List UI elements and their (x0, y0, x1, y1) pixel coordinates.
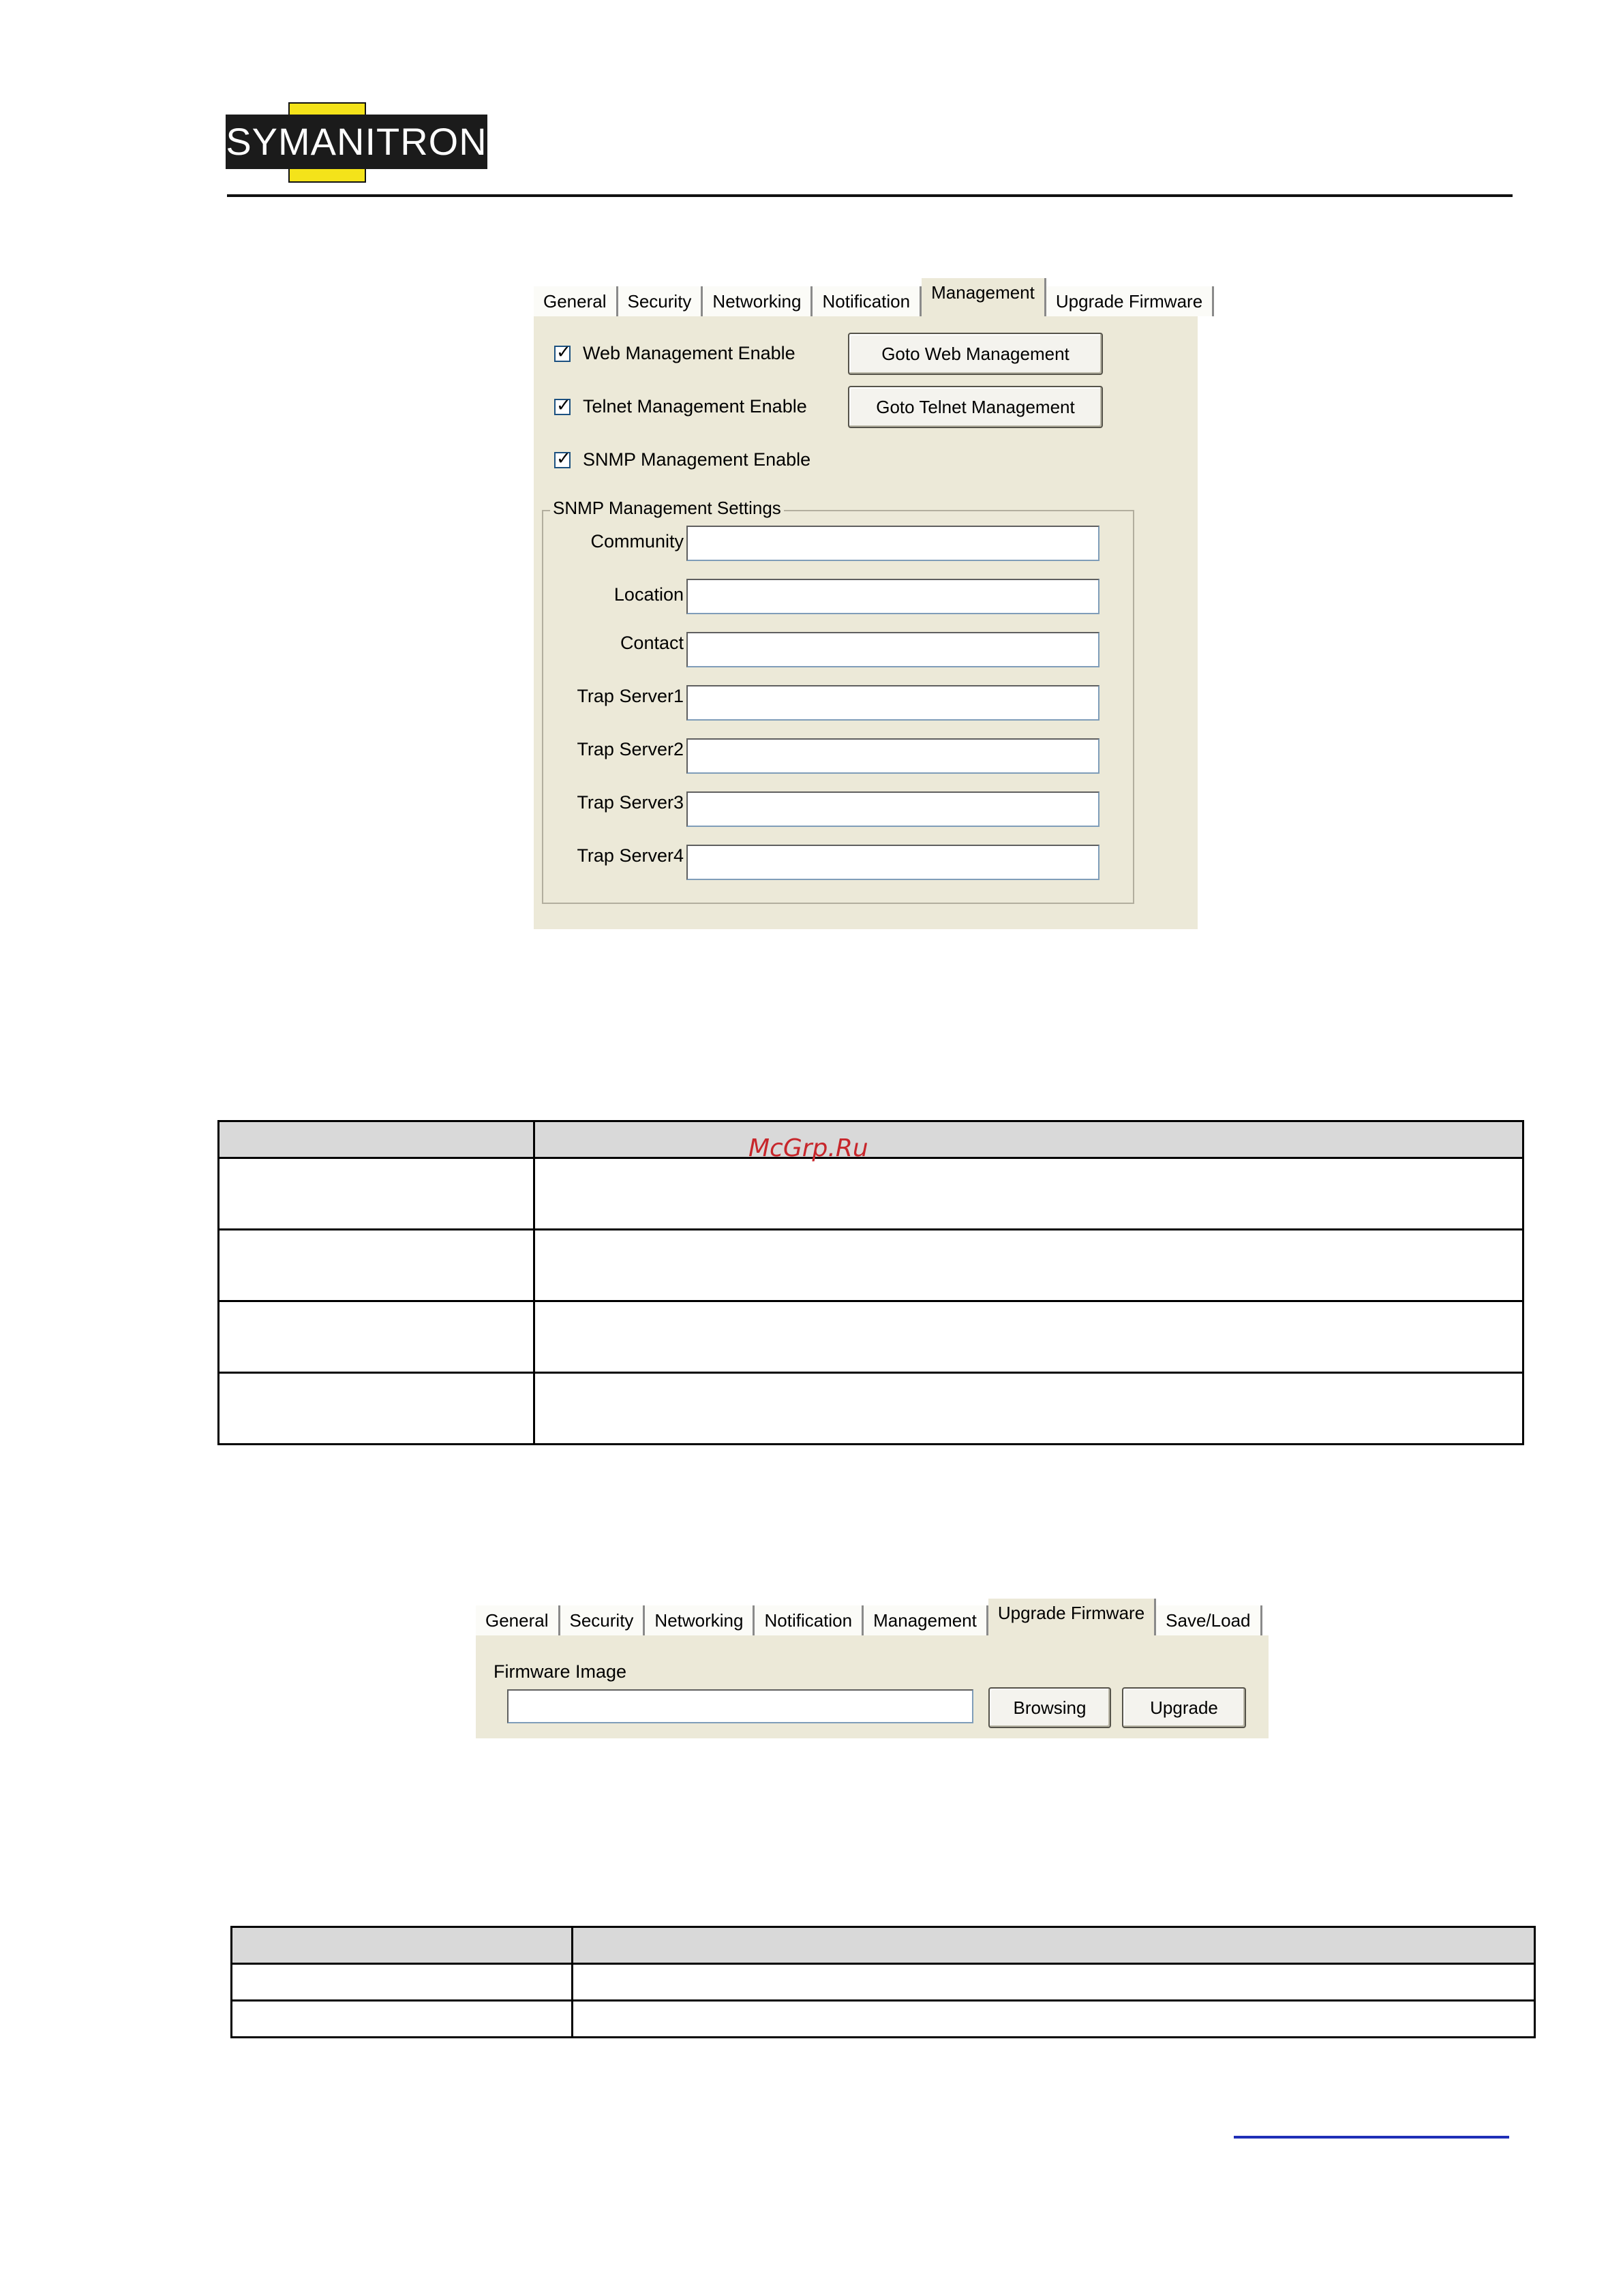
tab-notification[interactable]: Notification (813, 286, 922, 316)
upgrade-firmware-table (230, 1926, 1536, 2038)
upgrade-firmware-dialog (476, 1599, 1269, 1738)
trap-server1-input[interactable] (686, 685, 1099, 721)
trap-server4-label: Trap Server4 (577, 845, 684, 866)
table-cell (219, 1230, 534, 1301)
checkbox-box[interactable] (554, 394, 571, 415)
table-cell (534, 1373, 1523, 1445)
header-rule (227, 194, 1513, 197)
table-header-cell (219, 1121, 534, 1158)
goto-web-management-button[interactable]: Goto Web Management (848, 333, 1103, 375)
tab-general[interactable]: General (476, 1605, 560, 1635)
table-cell (232, 1964, 573, 2001)
trap-server2-label: Trap Server2 (577, 739, 684, 759)
upgrade-tab-strip (476, 1599, 1269, 1635)
tab-security[interactable]: Security (560, 1605, 646, 1635)
symanitron-logo (226, 102, 487, 183)
tab-upgrade-firmware[interactable]: Upgrade Firmware (1046, 286, 1214, 316)
table-header-cell (573, 1927, 1535, 1964)
firmware-image-label: Firmware Image (494, 1661, 627, 1682)
tab-networking[interactable]: Networking (645, 1605, 755, 1635)
firmware-image-input[interactable] (507, 1689, 973, 1723)
checkbox-box[interactable] (554, 447, 571, 468)
upgrade-button[interactable]: Upgrade (1122, 1687, 1246, 1728)
tab-management[interactable]: Management (864, 1605, 988, 1635)
trap-server3-input[interactable] (686, 791, 1099, 827)
community-input[interactable] (686, 526, 1099, 561)
trap-server1-label: Trap Server1 (577, 686, 684, 706)
contact-label: Contact (620, 633, 684, 653)
check-mark-icon: ✓ (556, 394, 571, 415)
management-tab-strip (534, 278, 1203, 316)
location-input[interactable] (686, 579, 1099, 614)
table-cell (219, 1301, 534, 1373)
trap-server2-input[interactable] (686, 738, 1099, 774)
tab-networking[interactable]: Networking (703, 286, 813, 316)
table-row (232, 2001, 1535, 2038)
check-mark-icon: ✓ (556, 341, 571, 362)
watermark: McGrp.Ru (748, 1134, 868, 1162)
snmp-settings-title: SNMP Management Settings (550, 498, 784, 519)
table-header-cell (232, 1927, 573, 1964)
telnet-management-checkbox[interactable] (554, 396, 807, 417)
table-header-row (219, 1121, 1523, 1158)
tab-notification[interactable]: Notification (755, 1605, 864, 1635)
check-mark-icon: ✓ (556, 447, 571, 468)
snmp-management-checkbox[interactable] (554, 449, 810, 470)
table-cell (534, 1230, 1523, 1301)
checkbox-label: Web Management Enable (583, 343, 795, 363)
table-header-cell (534, 1121, 1523, 1158)
web-management-checkbox[interactable] (554, 343, 795, 364)
checkbox-label: Telnet Management Enable (583, 396, 807, 417)
trap-server4-input[interactable] (686, 845, 1099, 880)
table-row (219, 1301, 1523, 1373)
tab-general[interactable]: General (534, 286, 618, 316)
table-row (219, 1373, 1523, 1445)
table-cell (534, 1158, 1523, 1230)
checkbox-box[interactable] (554, 341, 571, 362)
table-cell (534, 1301, 1523, 1373)
browsing-button[interactable]: Browsing (988, 1687, 1111, 1728)
logo-text: SYMANITRON (226, 120, 487, 163)
table-row (232, 1964, 1535, 2001)
trap-server3-label: Trap Server3 (577, 792, 684, 813)
table-cell (219, 1158, 534, 1230)
location-label: Location (613, 584, 684, 605)
table-cell (573, 2001, 1535, 2038)
table-header-row (232, 1927, 1535, 1964)
table-cell (573, 1964, 1535, 2001)
table-row (219, 1158, 1523, 1230)
footer-link[interactable] (1234, 2136, 1509, 2139)
table-cell (219, 1373, 534, 1445)
tab-upgrade-firmware[interactable]: Upgrade Firmware (988, 1599, 1156, 1635)
tab-security[interactable]: Security (618, 286, 703, 316)
contact-input[interactable] (686, 632, 1099, 667)
table-cell (232, 2001, 573, 2038)
management-dialog (534, 278, 1203, 929)
management-settings-table (217, 1120, 1524, 1445)
checkbox-label: SNMP Management Enable (583, 449, 811, 470)
tab-save-load[interactable]: Save/Load (1156, 1605, 1262, 1635)
table-row (219, 1230, 1523, 1301)
tab-management[interactable]: Management (922, 278, 1046, 316)
goto-telnet-management-button[interactable]: Goto Telnet Management (848, 386, 1103, 428)
community-label: Community (590, 531, 684, 552)
